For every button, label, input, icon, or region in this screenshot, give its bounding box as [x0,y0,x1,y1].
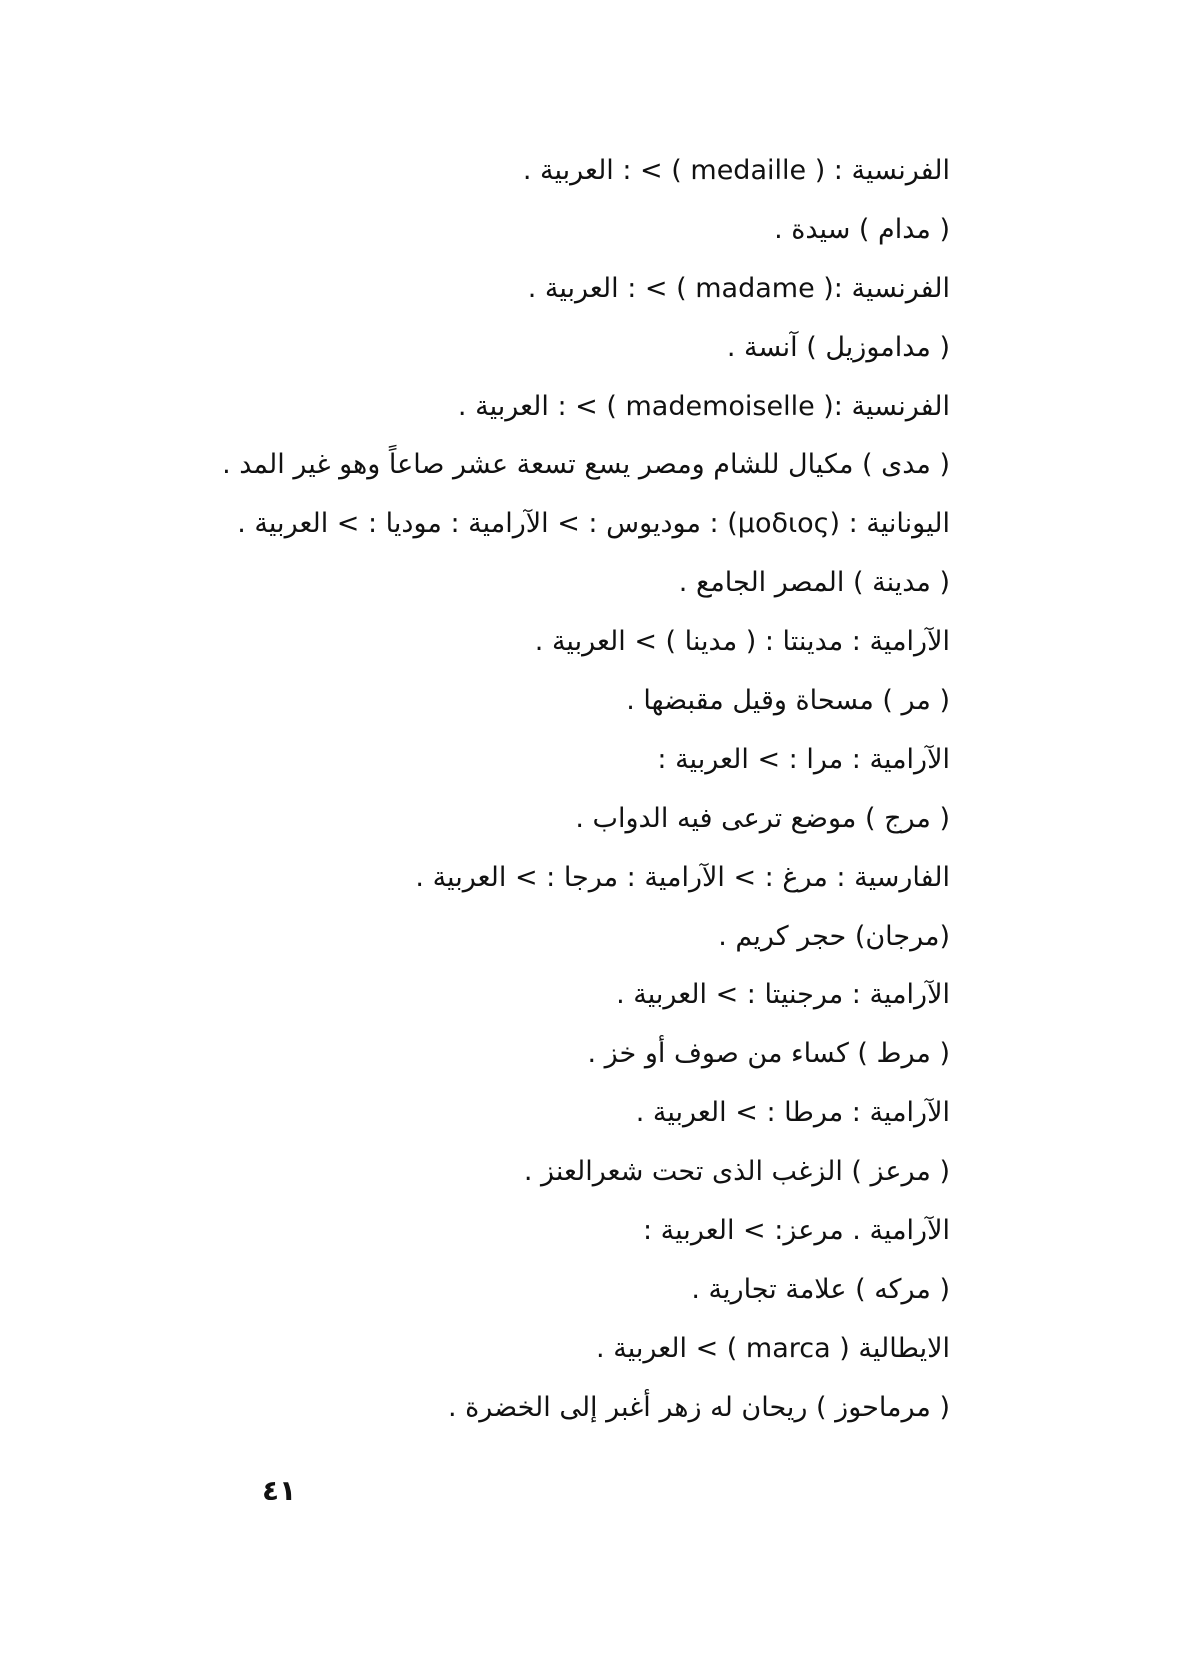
text-line: ( مركه ) علامة تجارية . [691,1273,950,1305]
text-line: الآرامية : مرطا : > العربية . [635,1097,950,1129]
text-line: ( مدام ) سيدة . [774,213,950,245]
text-line: الايطالية ( marca ) > العربية . [596,1332,950,1364]
text-line: ( مرماحوز ) ريحان له زهر أغبر إلى الخضرة . [447,1391,950,1423]
text-line: ( مرعز ) الزغب الذى تحت شعرالعنز . [523,1156,950,1188]
text-line: ( مدى ) مكيال للشام ومصر يسع تسعة عشر صاعاً وهو غير المد . [222,449,950,481]
text-line: ( مرط ) كساء من صوف أو خز . [587,1038,950,1070]
text-line: ( مر ) مسحاة وقيل مقبضها . [626,685,950,717]
text-line: ( مرج ) موضع ترعى فيه الدواب . [575,802,950,834]
text-line: ( مدينة ) المصر الجامع . [678,567,950,599]
text-line: الآرامية : مرجنيتا : > العربية . [616,979,950,1011]
text-line: الفرنسية :( madame ) > : العربية . [527,272,950,304]
text-line: الآرامية : مدينتا : ( مدينا ) > العربية . [534,626,950,658]
text-line: الفرنسية :( mademoiselle ) > : العربية . [457,390,950,422]
text-line: ( مداموزيل ) آنسة . [726,331,950,363]
text-line: الآرامية . مرعز: > العربية : [643,1215,950,1247]
text-line: الفارسية : مرغ : > الآرامية : مرجا : > العربية . [415,861,950,893]
text-line: (مرجان) حجر كريم . [718,920,950,952]
page-number: ٤١ [262,1474,297,1507]
dictionary-entries [130,142,950,1438]
text-line: الآرامية : مرا : > العربية : [657,743,950,775]
text-line: الفرنسية : ( medaille ) > : العربية . [522,155,950,186]
text-line: اليونانية : (μοδιος) : موديوس : > الآرامية : موديا : > العربية . [237,508,950,540]
